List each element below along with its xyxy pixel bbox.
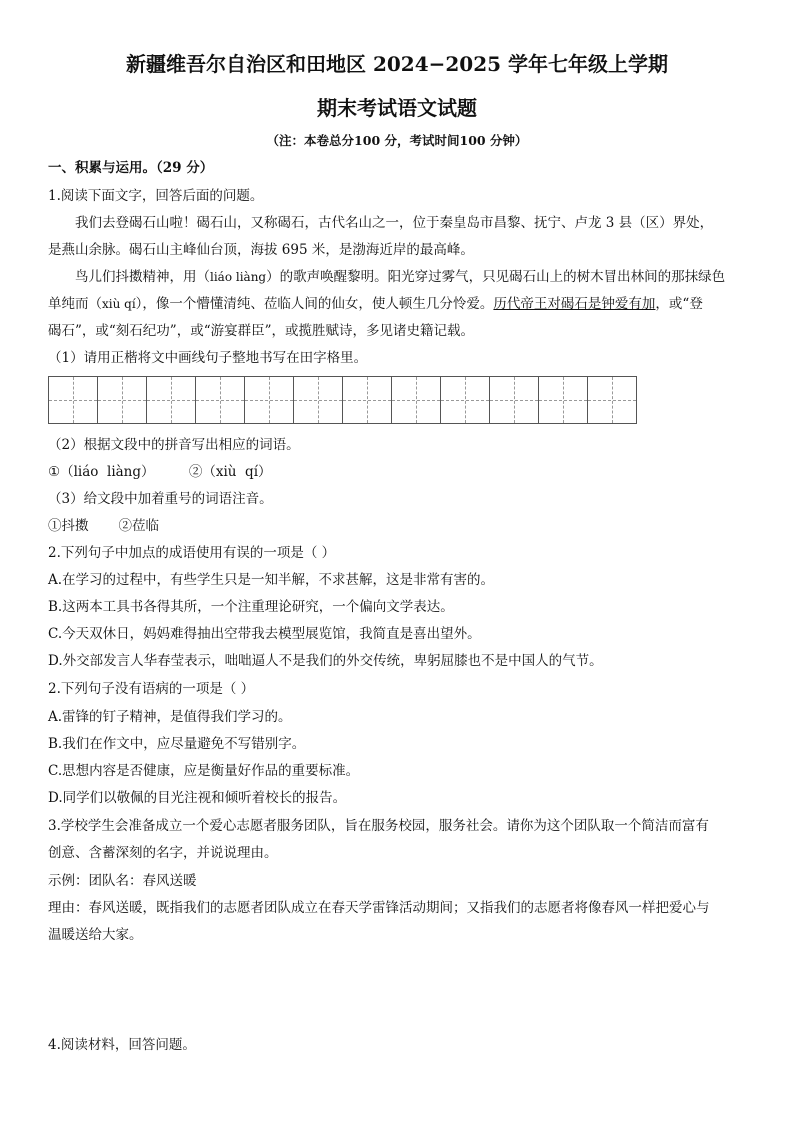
q3-option-d: D.同学们以敬佩的目光注视和倾听着校长的报告。 xyxy=(48,790,347,806)
text-segment: ）的歌声唤醒黎明。阳光穿过雾气，只见碣石山上的树木冒出林间的那抹绿色 xyxy=(266,269,726,285)
q2-stem: 2.下列句子中加点的成语使用有误的一项是（ ） xyxy=(48,545,336,561)
grid-cell[interactable] xyxy=(147,376,196,424)
pinyin-liaoliang: liáo liàng xyxy=(210,270,267,284)
grid-cell[interactable] xyxy=(392,376,441,424)
grid-cell[interactable] xyxy=(196,376,245,424)
q5-stem: 4.阅读材料，回答问题。 xyxy=(48,1037,196,1053)
underlined-sentence: 历代帝王对碣石是钟爱有加 xyxy=(493,296,656,312)
tianzige-writing-grid[interactable] xyxy=(48,376,637,424)
grid-cell[interactable] xyxy=(343,376,392,424)
title-line-1: 新疆维吾尔自治区和田地区 2024−2025 学年七年级上学期 xyxy=(125,52,668,76)
q3-stem: 2.下列句子没有语病的一项是（ ） xyxy=(48,681,255,697)
q4-example: 示例：团队名：春风送暖 xyxy=(48,873,197,889)
q1-passage-p2-line3: 碣石”，或“刻石纪功”，或“游宴群臣”，或揽胜赋诗，多见诸史籍记载。 xyxy=(48,323,475,339)
q2-option-c: C.今天双休日，妈妈难得抽出空带我去模型展览馆，我简直是喜出望外。 xyxy=(48,626,481,642)
q2-option-b: B.这两本工具书各得其所，一个注重理论研究，一个偏向文学表达。 xyxy=(48,599,454,615)
q4-stem-line1: 3.学校学生会准备成立一个爱心志愿者服务团队，旨在服务校园，服务社会。请你为这个团队取一个简洁而富有 xyxy=(48,818,709,834)
exam-note: （注：本卷总分100 分，考试时间100 分钟） xyxy=(266,133,528,148)
q1-sub2-items: ①（liáo liàng） ②（xiù qí） xyxy=(48,464,272,480)
grid-cell[interactable] xyxy=(490,376,539,424)
q4-reason-line1: 理由：春风送暖，既指我们的志愿者团队成立在春天学雷锋活动期间；又指我们的志愿者将像春风一样把爱心与 xyxy=(48,900,710,916)
section-heading: 一、积累与运用。（29 分） xyxy=(48,160,214,176)
grid-cell[interactable] xyxy=(441,376,490,424)
pinyin-xiuqi: xiù qí xyxy=(102,297,136,311)
q1-passage-p2-line2 xyxy=(48,294,703,314)
q4-reason-line2: 温暖送给大家。 xyxy=(48,927,143,943)
grid-cell[interactable] xyxy=(539,376,588,424)
q3-option-a: A.雷锋的钉子精神，是值得我们学习的。 xyxy=(48,709,292,725)
text-segment: 单纯而（ xyxy=(48,296,102,312)
q1-stem: 1.阅读下面文字，回答后面的问题。 xyxy=(48,188,264,204)
q3-option-c: C.思想内容是否健康，应是衡量好作品的重要标准。 xyxy=(48,763,360,779)
q1-sub3: （3）给文段中加着重号的词语注音。 xyxy=(48,491,273,507)
q1-sub3-items: ①抖擞 ②莅临 xyxy=(48,518,160,534)
q1-passage-p2-line1 xyxy=(75,267,725,287)
grid-cell[interactable] xyxy=(98,376,147,424)
text-segment: 鸟儿们抖擞精神，用（ xyxy=(75,269,210,285)
grid-cell[interactable] xyxy=(294,376,343,424)
q1-passage-p1-line2: 是燕山余脉。碣石山主峰仙台顶，海拔 695 米，是渤海近岸的最高峰。 xyxy=(48,242,474,258)
q4-stem-line2: 创意、含蓄深刻的名字，并说说理由。 xyxy=(48,845,278,861)
text-segment: ，或“登 xyxy=(655,296,703,312)
title-line-2: 期末考试语文试题 xyxy=(317,96,477,120)
grid-cell[interactable] xyxy=(588,376,637,424)
q1-passage-p1-line1: 我们去登碣石山啦！碣石山，又称碣石，古代名山之一，位于秦皇岛市昌黎、抚宁、卢龙 3 县（区）界处， xyxy=(75,215,714,231)
text-segment: ），像一个懵懂清纯、莅临人间的仙女，使人顿生几分怜爱。 xyxy=(135,296,494,312)
grid-cell[interactable] xyxy=(245,376,294,424)
q1-sub2: （2）根据文段中的拼音写出相应的词语。 xyxy=(48,437,300,453)
q2-option-a: A.在学习的过程中，有些学生只是一知半解，不求甚解，这是非常有害的。 xyxy=(48,572,495,588)
grid-cell[interactable] xyxy=(49,376,98,424)
q2-option-d: D.外交部发言人华春莹表示，咄咄逼人不是我们的外交传统，卑躬屈膝也不是中国人的气节。 xyxy=(48,653,603,669)
q1-sub1: （1）请用正楷将文中画线句子整地书写在田字格里。 xyxy=(48,350,368,366)
q3-option-b: B.我们在作文中，应尽量避免不写错别字。 xyxy=(48,736,306,752)
